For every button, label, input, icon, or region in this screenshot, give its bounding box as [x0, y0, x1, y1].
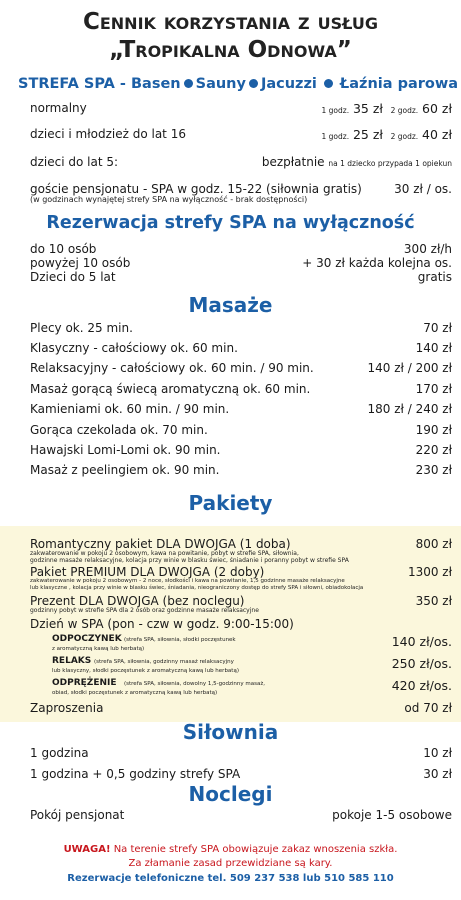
spa-zone-item-jacuzzi: Jacuzzi [260, 76, 317, 92]
row-price: 30 zł / os. [394, 182, 452, 196]
bullet-dot-icon [324, 79, 333, 88]
row-label: normalny [30, 101, 87, 115]
spa-zone-header [18, 76, 458, 92]
option-desc: (strefa SPA, siłownia, słodki poczęstunek [124, 637, 236, 643]
price-row-dzieci [30, 127, 452, 145]
bullet-dot-icon [249, 79, 258, 88]
price-row-normalny [30, 101, 452, 119]
price-row-kids-under-5 [30, 155, 452, 173]
option-desc: obiad, słodki poczęstunek z aromatyczną kawą lub herbatą) [52, 690, 218, 696]
price-list-page: Cennik korzystania z usług „Tropikalna Odnowa” STREFA SPA - Basen Sauny Jacuzzi Łaźnia parowa normalny 1 godz. 35 zł 2 godz. 60 zł dzieci i młodzież do lat 16 1 godz. 25 zł 2 godz. 40 zł dzieci do lat 5: bezpłatnie na 1 dziecko przypada 1 opiekun goście pensjonatu - SPA w godz. 15-22 (siłownia gratis) 30 zł / os. (w godzinach wynajętej strefy SPA na wyłączność - brak dostępności) Rezerwacja strefy SPA na wyłączność do 10 osób 300 zł/h powyżej 10 osób + 30 zł każda kolejna os. Dzieci do 5 lat gratis Masaże Plecy ok. 25 min. 70 zł Klasyczny - całościowy ok. 60 min. 140 zł Relaksacyjny - całościowy ok. 60 min. / 90 min. 140 zł / 200 zł Masaż gorącą świecą aromatyczną ok. 60 min. 170 zł Kamieniami ok. 60 min. / 90 min. 180 zł / 240 zł Gorąca czekolada ok. 70 min. 190 zł Hawajski Lomi-Lomi ok. 90 min. 220 zł Masaż z peelingiem ok. 90 min. 230 zł Pakiety Romantyczny pakiet DLA DWOJGA (1 doba) 800 zł zakwaterowanie w pokoju 2 osobowym, kawa na powitanie, pobyt w strefie SPA, siłownia, godzinne masaże relaksacyjne, kolacja przy winie w blasku świec, śniadanie i poranny pobyt w strefie SPA Pakiet PREMIUM DLA DWOJGA (2 doby) 1300 zł zakwaterowanie w pokoju 2 osobowym - 2 noce, słodkości i kawa na powitanie, 1,5 godzinne masaże relaksacyjne lub klasyczne , kolacja przy winie w blasku świec, śniadania, nieograniczony dostęp do strefy SPA i siłowni, obiadokolacja Prezent DLA DWOJGA (bez noclegu) 350 zł godzinny pobyt w strefie SPA dla 2 osób oraz godzinne masaże relaksacyjne Dzień w SPA (pon - czw w godz. 9:00-15:00) ODPOCZYNEK 140 zł/os. (strefa SPA, siłownia, słodki poczęstunek z aromatyczną kawą lub herbatą) RELAKS 250 zł/os. (strefa SPA, siłownia, godzinny masaż relaksacyjny lub klasyczny, słodki poczęstunek z aromatyczną kawą lub herbatą) ODPRĘŻENIE 420 zł/os. (strefa SPA, siłownia, dowolny 1,5-godzinny masaż, obiad, słodki poczęstunek z aromatyczną kawą lub herbatą) Zaproszenia od 70 zł Siłownia 1 godzina 10 zł 1 godzina + 0,5 godziny strefy SPA 30 zł Noclegi Pokój pensjonat pokoje 1-5 osobowe UWAGA! Na terenie strefy SPA obowiązuje zakaz wnoszenia szkła. Za złamanie zasad przewidziane są kary. Rezerwacje telefoniczne tel. 509 237 538 lub 510 585 110 [0, 0, 461, 900]
row-label: goście pensjonatu - SPA w godz. 15-22 (siłownia gratis) [30, 182, 362, 196]
phone-line: Rezerwacje telefoniczne tel. 509 237 538 lub 510 585 110 [67, 873, 394, 884]
row-free: bezpłatnie na 1 dziecko przypada 1 opiekun [261, 155, 452, 169]
page-title-line1: Cennik korzystania z usług [82, 9, 378, 35]
spa-zone-item-lazania: Łaźnia parowa [339, 76, 459, 92]
spa-zone-item-sauny: Sauny [195, 76, 246, 92]
bullet-dot-icon [184, 79, 193, 88]
section-heading-packages: Pakiety [188, 491, 273, 515]
spa-zone-label: STREFA SPA - Basen [18, 76, 181, 92]
package-desc: lub klasyczne , kolacja przy winie w blasku świec, śniadania, nieograniczony dostęp do strefy SPA i siłowni, obiadokolacja [30, 585, 364, 591]
package-desc: godzinny pobyt w strefie SPA dla 2 osób oraz godzinne masaże relaksacyjne [30, 607, 259, 614]
option-desc: (strefa SPA, siłownia, dowolny 1,5-godzinny masaż, [124, 681, 265, 687]
package-desc: godzinne masaże relaksacyjne, kolacja przy winie w blasku świec, śniadanie i poranny pobyt w strefie SPA [30, 557, 349, 564]
warning-text: UWAGA! Na terenie strefy SPA obowiązuje zakaz wnoszenia szkła. Za złamanie zasad przewidziane są kary. [63, 844, 398, 869]
option-desc: z aromatyczną kawą lub herbatą) [52, 646, 145, 652]
row-label: dzieci i młodzież do lat 16 [30, 127, 186, 141]
row-prices: 1 godz. 25 zł 2 godz. 40 zł [321, 127, 452, 142]
section-heading-reservation: Rezerwacja strefy SPA na wyłączność [46, 213, 415, 233]
row-prices: 1 godz. 35 zł 2 godz. 60 zł [321, 101, 452, 116]
page-title-line2: „Tropikalna Odnowa” [109, 37, 352, 63]
row-label: dzieci do lat 5: [30, 155, 119, 169]
option-desc: (strefa SPA, siłownia, godzinny masaż relaksacyjny [94, 659, 234, 665]
option-desc: lub klasyczny, słodki poczęstunek z aromatyczną kawą lub herbatą) [52, 668, 239, 674]
package-desc: zakwaterowanie w pokoju 2 osobowym, kawa na powitanie, pobyt w strefie SPA, siłownia, [30, 550, 299, 557]
package-desc: zakwaterowanie w pokoju 2 osobowym - 2 noce, słodkości i kawa na powitanie, 1,5 godzinne masaże relaksacyjne [30, 578, 345, 584]
section-heading-lodging: Noclegi [188, 782, 273, 806]
section-heading-massages: Masaże [188, 293, 273, 317]
section-heading-gym: Siłownia [182, 720, 279, 744]
guests-note: (w godzinach wynajętej strefy SPA na wyłączność - brak dostępności) [30, 195, 308, 204]
